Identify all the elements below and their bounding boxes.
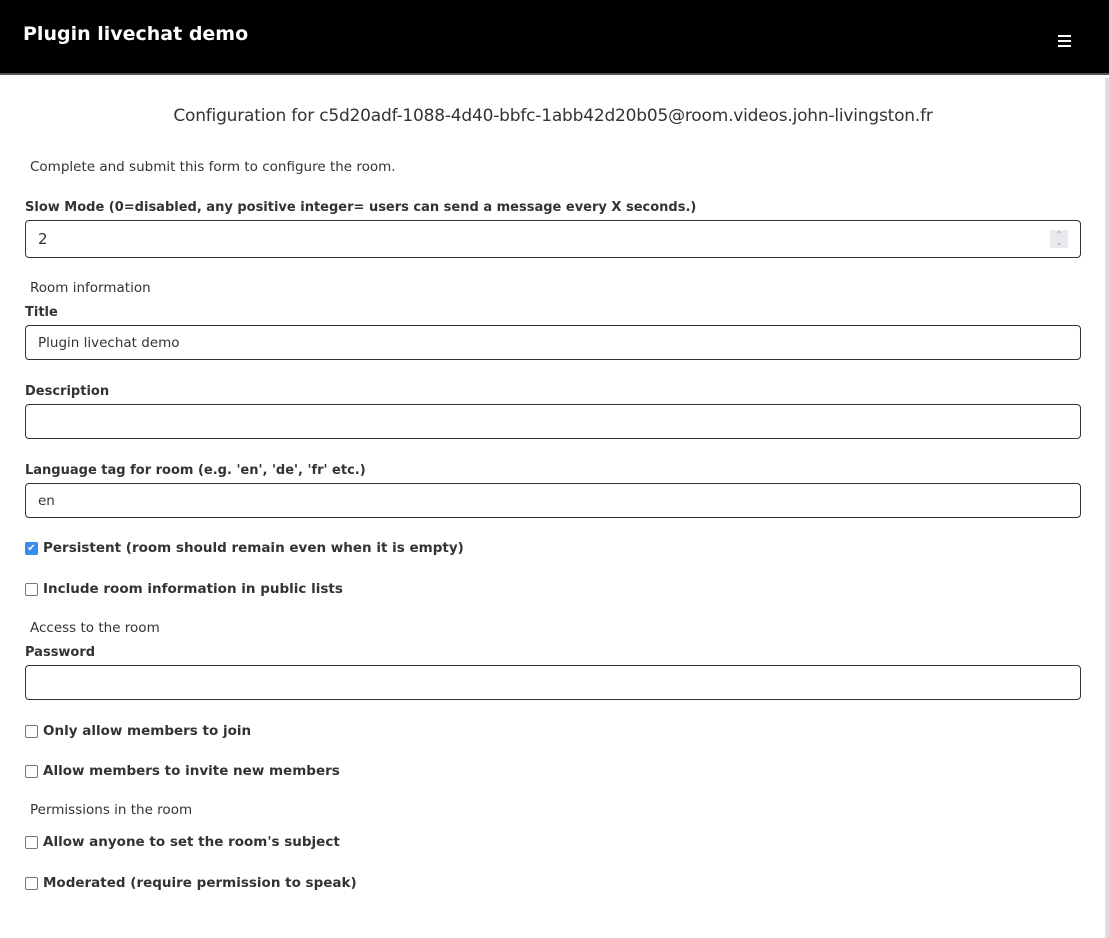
permissions-legend: Permissions in the room — [30, 802, 193, 818]
checkbox-icon[interactable] — [25, 765, 38, 778]
change-subject-checkbox-row[interactable] — [25, 832, 1081, 852]
public-checkbox-row[interactable] — [25, 579, 1081, 599]
change-subject-label: Allow anyone to set the room's subject — [43, 834, 340, 850]
language-input[interactable] — [25, 483, 1081, 518]
description-label: Description — [25, 384, 110, 399]
title-input[interactable] — [25, 325, 1081, 360]
password-input[interactable] — [25, 665, 1081, 700]
number-spinner-icon[interactable]: ⌃ ⌄ — [1050, 230, 1068, 248]
persistent-checkbox-row[interactable] — [25, 538, 1081, 558]
room-information-legend: Room information — [30, 280, 151, 296]
hamburger-icon[interactable] — [1058, 35, 1071, 47]
brand-title[interactable]: Plugin livechat demo — [23, 23, 249, 45]
checkbox-icon[interactable] — [25, 725, 38, 738]
top-navbar — [0, 0, 1109, 75]
title-value: Plugin livechat demo — [38, 334, 180, 351]
allow-invites-label: Allow members to invite new members — [43, 763, 340, 779]
description-input[interactable] — [25, 404, 1081, 439]
slow-mode-value: 2 — [38, 230, 48, 248]
slow-mode-input[interactable] — [25, 220, 1081, 258]
checkbox-icon[interactable] — [25, 877, 38, 890]
moderated-label: Moderated (require permission to speak) — [43, 875, 357, 891]
language-label: Language tag for room (e.g. 'en', 'de', 'fr' etc.) — [25, 463, 366, 478]
language-value: en — [38, 492, 55, 509]
scrollbar[interactable] — [1105, 78, 1109, 938]
form-instructions: Complete and submit this form to configure the room. — [30, 159, 396, 175]
checkbox-checked-icon[interactable]: ✔ — [25, 542, 38, 555]
public-label: Include room information in public lists — [43, 581, 343, 597]
persistent-label: Persistent (room should remain even when it is empty) — [43, 540, 464, 556]
title-label: Title — [25, 305, 58, 320]
access-legend: Access to the room — [30, 620, 160, 636]
allow-invites-checkbox-row[interactable] — [25, 761, 1081, 781]
room-config-form — [25, 76, 1081, 893]
checkbox-icon[interactable] — [25, 836, 38, 849]
slow-mode-label: Slow Mode (0=disabled, any positive integer= users can send a message every X seconds.) — [25, 200, 697, 215]
checkbox-icon[interactable] — [25, 583, 38, 596]
form-title: Configuration for c5d20adf-1088-4d40-bbfc-1abb42d20b05@room.videos.john-livingston.fr — [173, 106, 933, 126]
password-label: Password — [25, 645, 96, 660]
moderated-checkbox-row[interactable] — [25, 873, 1081, 893]
members-only-label: Only allow members to join — [43, 723, 252, 739]
members-only-checkbox-row[interactable] — [25, 721, 1081, 741]
